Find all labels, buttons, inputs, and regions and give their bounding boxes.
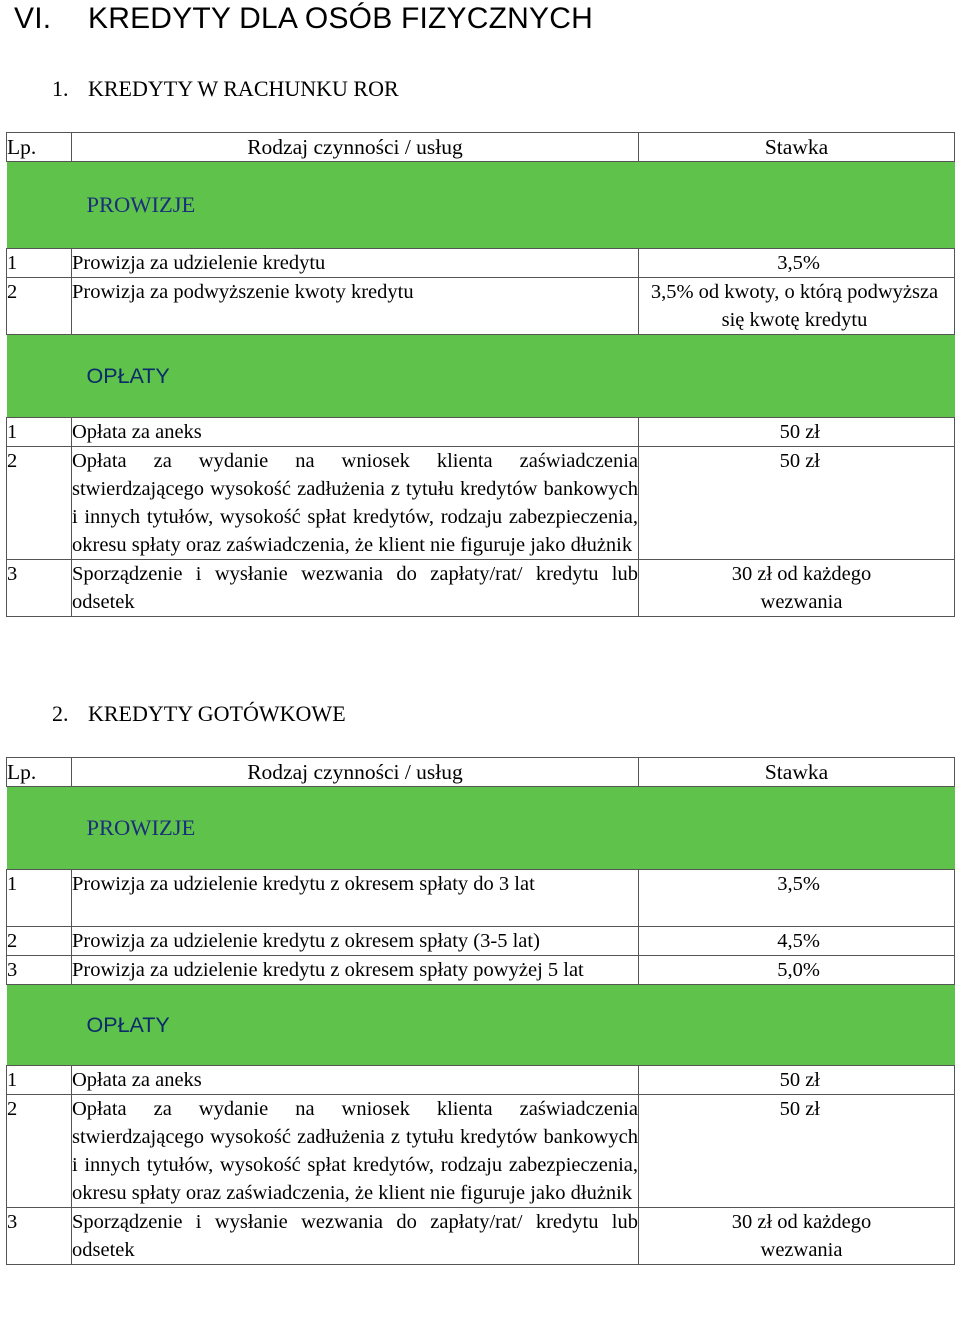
- group-label: OPŁATY: [7, 335, 955, 418]
- row-service: Opłata za aneks: [72, 418, 639, 447]
- row-service: Prowizja za udzielenie kredytu z okresem spłaty powyżej 5 lat: [72, 956, 639, 985]
- row-rate: 5,0%: [639, 956, 955, 985]
- row-lp: 2: [7, 278, 72, 335]
- section-2-number: 2.: [52, 701, 69, 726]
- table-row: [7, 447, 955, 560]
- section-2-title: [52, 701, 346, 727]
- row-lp: 1: [7, 249, 72, 278]
- row-service: Opłata za aneks: [72, 1066, 639, 1095]
- row-lp: 1: [7, 1066, 72, 1095]
- fees-table-ror: [6, 132, 955, 617]
- group-band-oplaty: [7, 985, 955, 1066]
- row-lp: 2: [7, 447, 72, 560]
- table-header-row: [7, 133, 955, 162]
- row-rate: 50 zł: [639, 418, 955, 447]
- row-rate: 3,5%: [639, 249, 955, 278]
- row-lp: 2: [7, 927, 72, 956]
- header-rate: Stawka: [639, 758, 955, 787]
- row-rate: 30 zł od każdego wezwania: [639, 560, 955, 617]
- header-lp: Lp.: [7, 758, 72, 787]
- row-lp: 3: [7, 1208, 72, 1265]
- row-service: Prowizja za udzielenie kredytu: [72, 249, 639, 278]
- row-service: Prowizja za udzielenie kredytu z okresem spłaty do 3 lat: [72, 870, 639, 927]
- row-service: Prowizja za udzielenie kredytu z okresem spłaty (3-5 lat): [72, 927, 639, 956]
- section-1-title-text: KREDYTY W RACHUNKU ROR: [88, 76, 399, 101]
- table-row: [7, 249, 955, 278]
- section-1-number: 1.: [52, 76, 69, 101]
- fees-table-cash-loans: [6, 757, 955, 1265]
- row-rate: 3,5%: [639, 870, 955, 927]
- heading-title: KREDYTY DLA OSÓB FIZYCZNYCH: [88, 2, 593, 35]
- row-rate: 30 zł od każdego wezwania: [639, 1208, 955, 1265]
- row-rate: 3,5% od kwoty, o którą podwyższa się kwotę kredytu: [639, 278, 955, 335]
- header-service: Rodzaj czynności / usług: [72, 133, 639, 162]
- section-2-title-text: KREDYTY GOTÓWKOWE: [88, 701, 346, 726]
- row-rate: 50 zł: [639, 1095, 955, 1208]
- row-lp: 2: [7, 1095, 72, 1208]
- row-lp: 3: [7, 956, 72, 985]
- header-service: Rodzaj czynności / usług: [72, 758, 639, 787]
- table-header-row: [7, 758, 955, 787]
- table-row: [7, 1066, 955, 1095]
- table-row: [7, 927, 955, 956]
- group-band-prowizje: [7, 787, 955, 870]
- table-row: [7, 870, 955, 927]
- row-rate: 50 zł: [639, 1066, 955, 1095]
- row-rate: 4,5%: [639, 927, 955, 956]
- row-service: Opłata za wydanie na wniosek klienta zaświadczenia stwierdzającego wysokość zadłużenia z tytułu kredytów bankowych i innych tytułów, wysokość spłat kredytów, rodzaju zabezpieczenia, okresu spłaty oraz zaświadczenia, że klient nie figuruje jako dłużnik: [72, 1095, 639, 1208]
- row-rate: 50 zł: [639, 447, 955, 560]
- row-lp: 1: [7, 418, 72, 447]
- group-band-prowizje: [7, 162, 955, 249]
- heading-number: VI.: [14, 2, 52, 35]
- page-heading: [14, 2, 593, 36]
- table-row: [7, 560, 955, 617]
- row-service: Opłata za wydanie na wniosek klienta zaświadczenia stwierdzającego wysokość zadłużenia z tytułu kredytów bankowych i innych tytułów, wysokość spłat kredytów, rodzaju zabezpieczenia, okresu spłaty oraz zaświadczenia, że klient nie figuruje jako dłużnik: [72, 447, 639, 560]
- group-label: PROWIZJE: [7, 787, 955, 870]
- table-row: [7, 1095, 955, 1208]
- table-row: [7, 278, 955, 335]
- header-rate: Stawka: [639, 133, 955, 162]
- section-1-title: [52, 76, 399, 102]
- group-label: OPŁATY: [7, 985, 955, 1066]
- row-service: Prowizja za podwyższenie kwoty kredytu: [72, 278, 639, 335]
- row-lp: 1: [7, 870, 72, 927]
- header-lp: Lp.: [7, 133, 72, 162]
- group-band-oplaty: [7, 335, 955, 418]
- table-row: [7, 956, 955, 985]
- table-row: [7, 1208, 955, 1265]
- row-service: Sporządzenie i wysłanie wezwania do zapłaty/rat/ kredytu lub odsetek: [72, 560, 639, 617]
- row-lp: 3: [7, 560, 72, 617]
- table-row: [7, 418, 955, 447]
- row-service: Sporządzenie i wysłanie wezwania do zapłaty/rat/ kredytu lub odsetek: [72, 1208, 639, 1265]
- group-label: PROWIZJE: [7, 162, 955, 249]
